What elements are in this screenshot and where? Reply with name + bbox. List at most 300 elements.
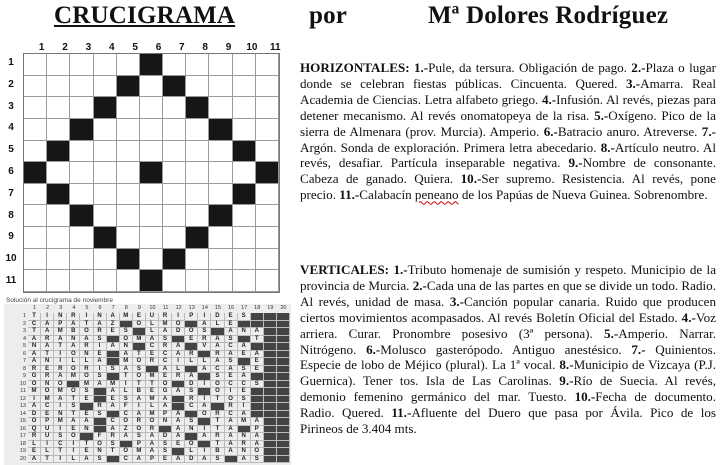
solution-letter: A — [133, 411, 146, 419]
solution-letter: C — [159, 351, 172, 359]
solution-column-number: 10 — [149, 305, 156, 311]
row-number: 4 — [8, 122, 14, 134]
solution-column-number: 4 — [72, 305, 76, 311]
white-cell — [233, 205, 256, 227]
solution-black-cell — [146, 366, 159, 374]
solution-black-cell — [251, 403, 264, 411]
solution-letter: L — [172, 366, 185, 374]
column-number: 4 — [108, 42, 115, 53]
solution-letter: E — [146, 351, 159, 359]
solution-letter: A — [94, 358, 107, 366]
solution-letter: A — [159, 328, 172, 336]
solution-letter: O — [172, 321, 185, 329]
black-cell — [24, 162, 47, 184]
solution-letter: M — [67, 373, 80, 381]
clue-text: Oxígeno. Pico de la sierra de Almenara (prov. Murcia). Amperio. — [300, 107, 716, 139]
white-cell — [209, 54, 232, 76]
solution-letter: S — [54, 433, 67, 441]
clue-text: Infusión. Al revés, piezas para detener mecanismo. Al revés onomatopeya de la risa. — [300, 91, 716, 123]
solution-letter: A — [159, 396, 172, 404]
solution-column-number: 9 — [137, 305, 141, 311]
white-cell — [186, 162, 209, 184]
white-cell — [117, 205, 140, 227]
clue-number: 5.- — [594, 107, 609, 123]
solution-letter: A — [146, 448, 159, 456]
solution-letter: E — [80, 411, 93, 419]
solution-row-number: 17 — [19, 433, 26, 439]
solution-letter: F — [120, 403, 133, 411]
solution-letter: B — [67, 328, 80, 336]
solution-letter: A — [41, 328, 54, 336]
solution-letter: G — [28, 373, 41, 381]
solution-letter: G — [159, 388, 172, 396]
solution-black-cell — [238, 426, 251, 434]
solution-letter: R — [146, 358, 159, 366]
solution-letter: N — [54, 411, 67, 419]
solution-letter: A — [198, 403, 211, 411]
solution-column-number: 18 — [254, 305, 261, 311]
solution-letter: L — [120, 388, 133, 396]
solution-letter: S — [94, 373, 107, 381]
solution-letter: S — [211, 373, 224, 381]
solution-letter: I — [198, 396, 211, 404]
column-number: 11 — [269, 42, 281, 53]
solution-black-cell — [211, 403, 224, 411]
white-cell — [117, 141, 140, 163]
solution-letter: P — [133, 441, 146, 449]
solution-letter: E — [225, 321, 238, 329]
solution-letter: N — [28, 343, 41, 351]
solution-letter: E — [28, 448, 41, 456]
black-cell — [117, 249, 140, 271]
author-name: Mª Dolores Rodríguez — [428, 2, 669, 29]
white-cell — [209, 162, 232, 184]
solution-black-cell — [185, 433, 198, 441]
solution-letter: A — [172, 433, 185, 441]
solution-letter: P — [159, 411, 172, 419]
solution-black-cell — [277, 418, 290, 426]
solution-letter: E — [159, 373, 172, 381]
solution-letter: N — [238, 328, 251, 336]
white-cell — [47, 249, 70, 271]
solution-letter: N — [94, 313, 107, 321]
white-cell — [24, 270, 47, 292]
solution-letter: S — [185, 418, 198, 426]
solution-letter: C — [54, 441, 67, 449]
solution-letter: I — [54, 456, 67, 464]
solution-row-number: 19 — [19, 448, 26, 454]
solution-letter: T — [54, 343, 67, 351]
solution-letter: L — [28, 441, 41, 449]
solution-column-number: 6 — [98, 305, 102, 311]
solution-letter: A — [133, 456, 146, 464]
clue-number: 10.- — [574, 389, 596, 405]
crossword-title: CRUCIGRAMA — [54, 2, 236, 29]
solution-letter: C — [41, 403, 54, 411]
solution-column-number: 13 — [188, 305, 195, 311]
solution-letter: D — [172, 328, 185, 336]
black-cell — [140, 162, 163, 184]
solution-row-number: 11 — [20, 388, 26, 394]
solution-letter: A — [251, 328, 264, 336]
solution-letter: I — [80, 313, 93, 321]
solution-letter: O — [133, 321, 146, 329]
solution-letter: O — [67, 351, 80, 359]
column-number: 10 — [246, 42, 258, 53]
solution-column-number: 17 — [241, 305, 248, 311]
clue-number: 3.- — [449, 293, 465, 309]
solution-letter: E — [225, 313, 238, 321]
solution-row-number: 10 — [19, 380, 26, 387]
solution-black-cell — [172, 396, 185, 404]
solution-letter: A — [28, 403, 41, 411]
solution-letter: D — [185, 381, 198, 389]
solution-letter: T — [211, 396, 224, 404]
solution-letter: I — [172, 358, 185, 366]
solution-letter: A — [146, 441, 159, 449]
solution-letter: T — [251, 336, 264, 344]
white-cell — [256, 97, 279, 119]
white-cell — [163, 184, 186, 206]
solution-black-cell — [251, 313, 264, 321]
solution-letter: P — [54, 321, 67, 329]
white-cell — [70, 54, 93, 76]
solution-black-cell — [264, 433, 277, 441]
column-number: 2 — [62, 42, 68, 53]
solution-letter: A — [67, 418, 80, 426]
solution-letter: A — [80, 336, 93, 344]
solution-letter: A — [198, 456, 211, 464]
white-cell — [256, 249, 279, 271]
column-number: 3 — [85, 42, 92, 53]
solution-letter: N — [185, 426, 198, 434]
solution-black-cell — [264, 418, 277, 426]
solution-letter: A — [54, 373, 67, 381]
white-cell — [163, 227, 186, 249]
solution-letter: E — [67, 426, 80, 434]
solution-letter: C — [120, 456, 133, 464]
solution-column-number: 1 — [33, 305, 37, 311]
solution-letter: R — [159, 343, 172, 351]
solution-letter: S — [94, 336, 107, 344]
solution-column-number: 7 — [111, 305, 115, 311]
solution-letter: D — [185, 456, 198, 464]
solution-letter: A — [54, 336, 67, 344]
solution-column-number: 11 — [162, 305, 169, 311]
solution-letter: R — [67, 313, 80, 321]
clue-number: 8.- — [559, 357, 574, 373]
solution-letter: A — [80, 418, 93, 426]
solution-row-number: 20 — [19, 455, 26, 462]
clue-text: Fecha de documento. Radio. Quered. — [300, 389, 717, 421]
solution-black-cell — [80, 433, 93, 441]
white-cell — [117, 227, 140, 249]
solution-letter: A — [225, 328, 238, 336]
white-cell — [256, 119, 279, 141]
row-number: 2 — [8, 78, 14, 90]
solution-column-number: 5 — [85, 305, 89, 311]
solution-black-cell — [198, 441, 211, 449]
solution-letter: B — [133, 388, 146, 396]
black-cell — [186, 97, 209, 119]
solution-letter: M — [146, 373, 159, 381]
solution-black-cell — [107, 411, 120, 419]
solution-letter: T — [211, 426, 224, 434]
solution-letter: R — [94, 328, 107, 336]
white-cell — [140, 249, 163, 271]
solution-letter: M — [54, 388, 67, 396]
white-cell — [47, 227, 70, 249]
solution-letter: A — [28, 336, 41, 344]
solution-letter: O — [28, 381, 41, 389]
solution-black-cell — [107, 351, 120, 359]
clue-number: 3.- — [625, 75, 641, 91]
solution-black-cell — [264, 456, 277, 464]
row-number: 9 — [8, 231, 14, 243]
clue-text: Río de Suecia. Al revés, demonio femenino germánico del mar. Tuesto. — [300, 373, 716, 405]
solution-row-number: 3 — [22, 328, 26, 334]
solution-black-cell — [211, 328, 224, 336]
solution-letter: C — [159, 358, 172, 366]
solution-letter: R — [211, 411, 224, 419]
solution-row-number: 18 — [19, 440, 26, 447]
white-cell — [117, 270, 140, 292]
solution-letter: A — [159, 403, 172, 411]
solution-letter: S — [133, 366, 146, 374]
solution-black-cell — [277, 358, 290, 366]
solution-letter: A — [94, 321, 107, 329]
white-cell — [140, 141, 163, 163]
clue-number: 10.- — [460, 171, 482, 187]
solution-black-cell — [238, 358, 251, 366]
solution-letter: R — [54, 366, 67, 374]
solution-letter: S — [133, 433, 146, 441]
solution-black-cell — [264, 373, 277, 381]
solution-letter: A — [225, 351, 238, 359]
solution-letter: M — [238, 418, 251, 426]
solution-letter: L — [67, 456, 80, 464]
solution-black-cell — [80, 403, 93, 411]
black-cell — [233, 141, 256, 163]
solution-black-cell — [120, 321, 133, 329]
solution-letter: M — [80, 381, 93, 389]
solution-letter: A — [172, 351, 185, 359]
solution-letter: M — [54, 418, 67, 426]
solution-letter: I — [28, 396, 41, 404]
solution-letter: T — [133, 381, 146, 389]
solution-black-cell — [198, 373, 211, 381]
solution-letter: P — [41, 418, 54, 426]
horizontal-clues — [300, 60, 716, 203]
clue-number: 8.- — [600, 139, 615, 155]
solution-letter: U — [41, 433, 54, 441]
solution-black-cell — [264, 358, 277, 366]
white-cell — [117, 184, 140, 206]
solution-black-cell — [277, 396, 290, 404]
solution-black-cell — [251, 343, 264, 351]
solution-letter: T — [211, 441, 224, 449]
black-cell — [233, 184, 256, 206]
solution-letter: S — [238, 396, 251, 404]
solution-letter: A — [172, 343, 185, 351]
solution-letter: I — [225, 388, 238, 396]
solution-letter: N — [54, 313, 67, 321]
white-cell — [140, 205, 163, 227]
clue-number: 9.- — [568, 155, 583, 171]
row-number: 7 — [8, 187, 14, 199]
solution-letter: I — [120, 381, 133, 389]
solution-letter: T — [211, 418, 224, 426]
white-cell — [163, 270, 186, 292]
solution-letter: A — [251, 351, 264, 359]
white-cell — [24, 119, 47, 141]
solution-letter: O — [67, 433, 80, 441]
white-cell — [70, 227, 93, 249]
solution-column-number: 2 — [46, 305, 50, 311]
row-number: 8 — [8, 209, 14, 221]
solution-letter: Z — [120, 426, 133, 434]
solution-black-cell — [277, 321, 290, 329]
solution-letter: M — [54, 328, 67, 336]
solution-column-number: 20 — [280, 305, 287, 311]
solution-black-cell — [107, 336, 120, 344]
solution-letter: U — [41, 426, 54, 434]
solution-letter: A — [67, 343, 80, 351]
solution-letter: I — [54, 351, 67, 359]
black-cell — [256, 162, 279, 184]
solution-letter: Z — [107, 321, 120, 329]
solution-letter: L — [146, 321, 159, 329]
clue-text: Tributo homenaje de sumisión y respeto. Municipio de la provincia de Murcia. — [300, 262, 717, 293]
white-cell — [163, 141, 186, 163]
solution-letter: O — [211, 388, 224, 396]
black-cell — [140, 270, 163, 292]
solution-black-cell — [172, 403, 185, 411]
white-cell — [209, 270, 232, 292]
solution-letter: N — [67, 336, 80, 344]
white-cell — [94, 54, 117, 76]
solution-letter: M — [159, 321, 172, 329]
clue-number: 4.- — [681, 309, 696, 325]
solution-letter: N — [94, 448, 107, 456]
clue-number: 9.- — [559, 373, 574, 389]
solution-letter: O — [211, 381, 224, 389]
solution-letter: S — [159, 441, 172, 449]
white-cell — [163, 54, 186, 76]
solution-black-cell — [185, 411, 198, 419]
white-cell — [256, 205, 279, 227]
black-cell — [94, 227, 117, 249]
solution-letter: S — [238, 313, 251, 321]
solution-letter: A — [107, 388, 120, 396]
solution-letter: C — [238, 381, 251, 389]
solution-letter: R — [28, 366, 41, 374]
white-cell — [233, 162, 256, 184]
solution-letter: O — [225, 396, 238, 404]
solution-black-cell — [277, 388, 290, 396]
solution-letter: C — [146, 343, 159, 351]
clue-text: de los Papúas de Nueva Guinea. Sobrenombre. — [458, 187, 708, 203]
solution-letter: T — [54, 448, 67, 456]
solution-black-cell — [264, 396, 277, 404]
solution-black-cell — [107, 358, 120, 366]
solution-letter: A — [172, 388, 185, 396]
clue-number: 5.- — [604, 325, 619, 341]
solution-black-cell — [277, 433, 290, 441]
solution-black-cell — [277, 448, 290, 456]
solution-black-cell — [264, 441, 277, 449]
white-cell — [24, 227, 47, 249]
solution-letter: S — [159, 448, 172, 456]
clue-number: 6.- — [543, 123, 558, 139]
solution-letter: A — [211, 358, 224, 366]
solution-letter: T — [28, 328, 41, 336]
white-cell — [70, 76, 93, 98]
solution-letter: I — [41, 441, 54, 449]
white-cell — [186, 119, 209, 141]
white-cell — [209, 227, 232, 249]
solution-letter: I — [67, 448, 80, 456]
solution-black-cell — [251, 411, 264, 419]
solution-letter: T — [28, 313, 41, 321]
solution-black-cell — [264, 351, 277, 359]
black-cell — [140, 54, 163, 76]
solution-black-cell — [277, 411, 290, 419]
white-cell — [186, 76, 209, 98]
solution-letter: T — [107, 448, 120, 456]
white-cell — [163, 119, 186, 141]
white-cell — [70, 184, 93, 206]
clue-number: 1.- — [393, 262, 408, 277]
solution-caption: Solución al crucigrama de noviembre — [6, 297, 113, 304]
white-cell — [140, 184, 163, 206]
solution-letter: R — [80, 343, 93, 351]
solution-letter: A — [41, 343, 54, 351]
solution-letter: I — [67, 441, 80, 449]
solution-letter: O — [54, 381, 67, 389]
solution-letter: O — [185, 441, 198, 449]
solution-letter: C — [225, 343, 238, 351]
white-cell — [24, 54, 47, 76]
solution-letter: S — [80, 388, 93, 396]
solution-black-cell — [264, 313, 277, 321]
white-cell — [256, 54, 279, 76]
solution-black-cell — [264, 328, 277, 336]
solution-letter: A — [238, 373, 251, 381]
white-cell — [233, 119, 256, 141]
column-number: 9 — [225, 42, 232, 53]
solution-black-cell — [277, 313, 290, 321]
solution-row-number: 7 — [22, 358, 26, 364]
solution-black-cell — [251, 321, 264, 329]
solution-letter: Q — [28, 426, 41, 434]
solution-letter: R — [185, 351, 198, 359]
white-cell — [140, 227, 163, 249]
solution-black-cell — [277, 426, 290, 434]
solution-black-cell — [185, 366, 198, 374]
solution-row-number: 1 — [22, 313, 26, 319]
solution-letter: T — [67, 411, 80, 419]
solution-letter: A — [107, 403, 120, 411]
solution-letter: L — [146, 328, 159, 336]
solution-letter: E — [80, 448, 93, 456]
solution-black-cell — [251, 396, 264, 404]
white-cell — [140, 76, 163, 98]
solution-letter: C — [28, 321, 41, 329]
solution-letter: A — [225, 426, 238, 434]
clue-number: 7.- — [631, 341, 646, 357]
solution-letter: L — [198, 358, 211, 366]
